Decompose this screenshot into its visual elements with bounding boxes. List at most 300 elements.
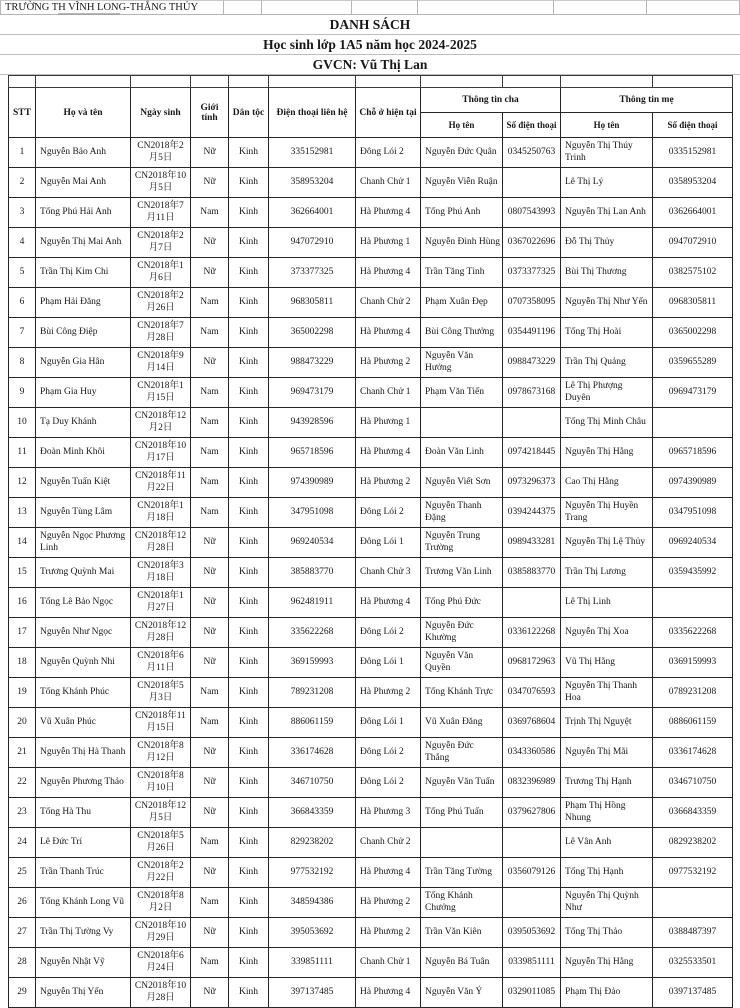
mother-phone-cell: 0968305811	[653, 288, 733, 318]
mother-phone-cell: 0397137485	[653, 978, 733, 1008]
table-row	[9, 948, 733, 978]
column-header-ethnicity: Dân tộc	[229, 88, 269, 138]
address-cell: Hà Phương 3	[356, 798, 421, 828]
father-phone-cell	[503, 828, 561, 858]
stt-cell: 19	[9, 678, 36, 708]
father-name-cell: Nguyễn Văn Ý	[421, 978, 503, 1008]
father-phone-cell: 0973296373	[503, 468, 561, 498]
mother-phone-cell: 0388487397	[653, 918, 733, 948]
ethnicity-cell: Kinh	[229, 678, 269, 708]
address-cell: Chanh Chử 2	[356, 828, 421, 858]
gender-cell: Nam	[191, 498, 229, 528]
table-row	[9, 798, 733, 828]
mother-phone-cell: 0969473179	[653, 378, 733, 408]
empty-cell	[503, 76, 561, 88]
contact-phone-cell: 358953204	[269, 168, 356, 198]
stt-cell: 7	[9, 318, 36, 348]
student-name-cell: Lê Đức Trí	[36, 828, 131, 858]
ethnicity-cell: Kinh	[229, 738, 269, 768]
student-name-cell: Phạm Gia Huy	[36, 378, 131, 408]
dob-cell: CN2018年6月24日	[131, 948, 191, 978]
ethnicity-cell: Kinh	[229, 948, 269, 978]
empty-cell	[131, 76, 191, 88]
stt-cell: 4	[9, 228, 36, 258]
address-cell: Chanh Chử 1	[356, 378, 421, 408]
column-header-father-phone: Số điện thoại	[503, 113, 561, 138]
mother-phone-cell: 0965718596	[653, 438, 733, 468]
stt-cell: 24	[9, 828, 36, 858]
mother-phone-cell: 0335152981	[653, 138, 733, 168]
empty-cell	[36, 76, 131, 88]
contact-phone-cell: 886061159	[269, 708, 356, 738]
stt-cell: 17	[9, 618, 36, 648]
dob-cell: CN2018年6月11日	[131, 648, 191, 678]
contact-phone-cell: 965718596	[269, 438, 356, 468]
contact-phone-cell: 336174628	[269, 738, 356, 768]
contact-phone-cell: 988473229	[269, 348, 356, 378]
mother-name-cell: Lê Thị Lý	[561, 168, 653, 198]
table-header	[9, 76, 733, 138]
empty-cell	[356, 76, 421, 88]
address-cell: Chanh Chử 1	[356, 168, 421, 198]
student-name-cell: Tống Khánh Phúc	[36, 678, 131, 708]
dob-cell: CN2018年2月22日	[131, 858, 191, 888]
dob-cell: CN2018年8月2日	[131, 888, 191, 918]
contact-phone-cell: 373377325	[269, 258, 356, 288]
contact-phone-cell: 347951098	[269, 498, 356, 528]
father-name-cell: Tống Phú Tuấn	[421, 798, 503, 828]
father-phone-cell: 0336122268	[503, 618, 561, 648]
mother-name-cell: Nguyễn Thị Như Yến	[561, 288, 653, 318]
contact-phone-cell: 369159993	[269, 648, 356, 678]
stt-cell: 16	[9, 588, 36, 618]
table-row	[9, 408, 733, 438]
father-phone-cell: 0373377325	[503, 258, 561, 288]
ethnicity-cell: Kinh	[229, 198, 269, 228]
gender-cell: Nữ	[191, 228, 229, 258]
mother-name-cell: Nguyễn Thị Hằng	[561, 438, 653, 468]
stt-cell: 26	[9, 888, 36, 918]
father-phone-cell: 0354491196	[503, 318, 561, 348]
empty-cell	[561, 76, 653, 88]
dob-cell: CN2018年8月10日	[131, 768, 191, 798]
gender-cell: Nữ	[191, 348, 229, 378]
stt-cell: 12	[9, 468, 36, 498]
gender-cell: Nam	[191, 378, 229, 408]
mother-name-cell: Nguyễn Thị Quỳnh Như	[561, 888, 653, 918]
column-header-stt: STT	[9, 88, 36, 138]
student-name-cell: Nguyễn Nhật Vỹ	[36, 948, 131, 978]
mother-name-cell: Lê Thị Linh	[561, 588, 653, 618]
father-phone-cell	[503, 888, 561, 918]
mother-phone-cell: 0369159993	[653, 648, 733, 678]
ethnicity-cell: Kinh	[229, 468, 269, 498]
column-group-mother: Thông tin mẹ	[561, 88, 733, 113]
address-cell: Đông Lói 1	[356, 708, 421, 738]
column-header-address: Chỗ ở hiện tại	[356, 88, 421, 138]
stt-cell: 18	[9, 648, 36, 678]
table-row	[9, 858, 733, 888]
student-name-cell: Nguyễn Bảo Anh	[36, 138, 131, 168]
father-name-cell: Nguyễn Đình Hùng	[421, 228, 503, 258]
mother-phone-cell: 0366843359	[653, 798, 733, 828]
ethnicity-cell: Kinh	[229, 228, 269, 258]
column-header-dob: Ngày sinh	[131, 88, 191, 138]
contact-phone-cell: 968305811	[269, 288, 356, 318]
dob-cell: CN2018年8月12日	[131, 738, 191, 768]
dob-cell: CN2018年3月18日	[131, 558, 191, 588]
table-row	[9, 738, 733, 768]
contact-phone-cell: 365002298	[269, 318, 356, 348]
contact-phone-cell: 362664001	[269, 198, 356, 228]
student-name-cell: Tạ Duy Khánh	[36, 408, 131, 438]
underline-mark	[58, 13, 120, 15]
contact-phone-cell: 366843359	[269, 798, 356, 828]
mother-phone-cell: 0789231208	[653, 678, 733, 708]
father-phone-cell: 0385883770	[503, 558, 561, 588]
mother-name-cell: Phạm Thị Đảo	[561, 978, 653, 1008]
father-name-cell: Nguyễn Bá Tuân	[421, 948, 503, 978]
ethnicity-cell: Kinh	[229, 168, 269, 198]
dob-cell: CN2018年10月5日	[131, 168, 191, 198]
table-row	[9, 648, 733, 678]
empty-cell	[229, 76, 269, 88]
column-header-phone: Điện thoại liên hệ	[269, 88, 356, 138]
mother-name-cell: Nguyễn Thị Lệ Thủy	[561, 528, 653, 558]
student-name-cell: Vũ Xuân Phúc	[36, 708, 131, 738]
ethnicity-cell: Kinh	[229, 708, 269, 738]
address-cell: Hà Phương 1	[356, 228, 421, 258]
dob-cell: CN2018年2月26日	[131, 288, 191, 318]
contact-phone-cell: 977532192	[269, 858, 356, 888]
father-phone-cell: 0968172963	[503, 648, 561, 678]
father-phone-cell: 0367022696	[503, 228, 561, 258]
mother-name-cell: Lê Vân Anh	[561, 828, 653, 858]
table-row	[9, 258, 733, 288]
father-name-cell: Nguyễn Đức Khường	[421, 618, 503, 648]
mother-phone-cell: 0977532192	[653, 858, 733, 888]
contact-phone-cell: 969240534	[269, 528, 356, 558]
address-cell: Chanh Chử 2	[356, 288, 421, 318]
address-cell: Đông Lói 1	[356, 648, 421, 678]
mother-name-cell: Trương Thị Hạnh	[561, 768, 653, 798]
gender-cell: Nữ	[191, 858, 229, 888]
father-phone-cell: 0356079126	[503, 858, 561, 888]
student-name-cell: Trần Thanh Trúc	[36, 858, 131, 888]
student-table-body	[9, 138, 733, 1008]
student-name-cell: Nguyễn Thị Hà Thanh	[36, 738, 131, 768]
table-row	[9, 288, 733, 318]
empty-cell	[352, 0, 418, 14]
dob-cell: CN2018年12月5日	[131, 798, 191, 828]
address-cell: Đông Lói 2	[356, 768, 421, 798]
stt-cell: 2	[9, 168, 36, 198]
stt-cell: 8	[9, 348, 36, 378]
ethnicity-cell: Kinh	[229, 558, 269, 588]
address-cell: Hà Phương 4	[356, 588, 421, 618]
mother-name-cell: Trần Thị Quảng	[561, 348, 653, 378]
column-header-gender: Giới tính	[191, 88, 229, 138]
mother-name-cell: Đỗ Thị Thủy	[561, 228, 653, 258]
father-name-cell: Phạm Xuân Đẹp	[421, 288, 503, 318]
mother-name-cell: Nguyễn Thị Lan Anh	[561, 198, 653, 228]
table-row	[9, 918, 733, 948]
mother-phone-cell: 0829238202	[653, 828, 733, 858]
mother-name-cell: Nguyễn Thị Thúy Trinh	[561, 138, 653, 168]
stt-cell: 20	[9, 708, 36, 738]
father-phone-cell: 0832396989	[503, 768, 561, 798]
gender-cell: Nam	[191, 408, 229, 438]
dob-cell: CN2018年7月11日	[131, 198, 191, 228]
father-phone-cell	[503, 168, 561, 198]
stt-cell: 10	[9, 408, 36, 438]
father-name-cell: Trương Văn Linh	[421, 558, 503, 588]
student-name-cell: Bùi Công Điệp	[36, 318, 131, 348]
address-cell: Hà Phương 4	[356, 858, 421, 888]
address-cell: Hà Phương 4	[356, 318, 421, 348]
father-name-cell: Nguyễn Viễn Ruận	[421, 168, 503, 198]
gender-cell: Nam	[191, 828, 229, 858]
student-table	[8, 75, 733, 1008]
mother-name-cell: Cao Thị Hằng	[561, 468, 653, 498]
student-name-cell: Nguyễn Ngọc Phương Linh	[36, 528, 131, 558]
student-name-cell: Nguyễn Như Ngọc	[36, 618, 131, 648]
mother-name-cell: Nguyễn Thị Hằng	[561, 948, 653, 978]
address-cell: Đông Lói 2	[356, 498, 421, 528]
ethnicity-cell: Kinh	[229, 498, 269, 528]
student-name-cell: Nguyễn Quỳnh Nhi	[36, 648, 131, 678]
stt-cell: 27	[9, 918, 36, 948]
table-row	[9, 468, 733, 498]
mother-phone-cell: 0347951098	[653, 498, 733, 528]
mother-name-cell: Trần Thị Lương	[561, 558, 653, 588]
dob-cell: CN2018年5月26日	[131, 828, 191, 858]
mother-name-cell: Tống Thị Minh Châu	[561, 408, 653, 438]
ethnicity-cell: Kinh	[229, 138, 269, 168]
spacer-row	[9, 76, 733, 88]
father-phone-cell	[503, 588, 561, 618]
father-phone-cell: 0974218445	[503, 438, 561, 468]
table-row	[9, 318, 733, 348]
mother-name-cell: Nguyễn Thị Huyền Trang	[561, 498, 653, 528]
table-row	[9, 558, 733, 588]
table-row	[9, 348, 733, 378]
ethnicity-cell: Kinh	[229, 618, 269, 648]
gender-cell: Nữ	[191, 168, 229, 198]
table-row	[9, 168, 733, 198]
address-cell: Hà Phương 2	[356, 888, 421, 918]
dob-cell: CN2018年1月6日	[131, 258, 191, 288]
stt-cell: 28	[9, 948, 36, 978]
stt-cell: 21	[9, 738, 36, 768]
ethnicity-cell: Kinh	[229, 828, 269, 858]
contact-phone-cell: 974390989	[269, 468, 356, 498]
gender-cell: Nam	[191, 198, 229, 228]
stt-cell: 14	[9, 528, 36, 558]
table-row	[9, 528, 733, 558]
mother-name-cell: Nguyễn Thị Thanh Hoa	[561, 678, 653, 708]
column-header-name: Họ và tên	[36, 88, 131, 138]
student-name-cell: Nguyễn Phương Thảo	[36, 768, 131, 798]
dob-cell: CN2018年11月22日	[131, 468, 191, 498]
address-cell: Đông Lói 2	[356, 738, 421, 768]
table-row	[9, 708, 733, 738]
dob-cell: CN2018年12月28日	[131, 618, 191, 648]
student-name-cell: Tống Lê Bảo Ngọc	[36, 588, 131, 618]
father-name-cell: Tống Khánh Chưởng	[421, 888, 503, 918]
mother-phone-cell	[653, 588, 733, 618]
father-name-cell: Nguyễn Đức Quân	[421, 138, 503, 168]
table-row	[9, 618, 733, 648]
student-name-cell: Tống Phú Hải Anh	[36, 198, 131, 228]
gender-cell: Nam	[191, 318, 229, 348]
contact-phone-cell: 335622268	[269, 618, 356, 648]
father-name-cell: Phạm Văn Tiến	[421, 378, 503, 408]
father-name-cell	[421, 408, 503, 438]
dob-cell: CN2018年2月7日	[131, 228, 191, 258]
mother-name-cell: Trịnh Thị Nguyệt	[561, 708, 653, 738]
empty-cell	[418, 0, 554, 14]
table-row	[9, 768, 733, 798]
mother-name-cell: Phạm Thị Hồng Nhung	[561, 798, 653, 828]
gender-cell: Nữ	[191, 258, 229, 288]
dob-cell: CN2018年7月28日	[131, 318, 191, 348]
ethnicity-cell: Kinh	[229, 378, 269, 408]
father-phone-cell: 0369768604	[503, 708, 561, 738]
stt-cell: 25	[9, 858, 36, 888]
mother-phone-cell: 0358953204	[653, 168, 733, 198]
father-name-cell: Nguyễn Văn Tuấn	[421, 768, 503, 798]
contact-phone-cell: 346710750	[269, 768, 356, 798]
father-name-cell: Trần Tăng Tình	[421, 258, 503, 288]
student-name-cell: Trần Thị Kim Chi	[36, 258, 131, 288]
father-phone-cell: 0395053692	[503, 918, 561, 948]
address-cell: Hà Phương 4	[356, 978, 421, 1008]
table-row	[9, 228, 733, 258]
address-cell: Chanh Chử 1	[356, 948, 421, 978]
gender-cell: Nam	[191, 678, 229, 708]
dob-cell: CN2018年5月3日	[131, 678, 191, 708]
ethnicity-cell: Kinh	[229, 438, 269, 468]
father-name-cell: Nguyễn Thanh Đặng	[421, 498, 503, 528]
contact-phone-cell: 789231208	[269, 678, 356, 708]
student-name-cell: Tống Khánh Long Vũ	[36, 888, 131, 918]
gender-cell: Nữ	[191, 798, 229, 828]
father-phone-cell: 0988473229	[503, 348, 561, 378]
mother-phone-cell: 0359655289	[653, 348, 733, 378]
contact-phone-cell: 395053692	[269, 918, 356, 948]
dob-cell: CN2018年11月15日	[131, 708, 191, 738]
father-phone-cell	[503, 408, 561, 438]
mother-phone-cell: 0359435992	[653, 558, 733, 588]
mother-name-cell: Nguyễn Thị Xoa	[561, 618, 653, 648]
father-name-cell: Nguyễn Đức Thắng	[421, 738, 503, 768]
mother-name-cell: Tống Thị Thảo	[561, 918, 653, 948]
mother-phone-cell: 0365002298	[653, 318, 733, 348]
ethnicity-cell: Kinh	[229, 408, 269, 438]
student-name-cell: Phạm Hải Đăng	[36, 288, 131, 318]
stt-cell: 1	[9, 138, 36, 168]
ethnicity-cell: Kinh	[229, 528, 269, 558]
ethnicity-cell: Kinh	[229, 798, 269, 828]
dob-cell: CN2018年1月15日	[131, 378, 191, 408]
mother-phone-cell	[653, 888, 733, 918]
ethnicity-cell: Kinh	[229, 288, 269, 318]
gender-cell: Nữ	[191, 768, 229, 798]
ethnicity-cell: Kinh	[229, 348, 269, 378]
contact-phone-cell: 397137485	[269, 978, 356, 1008]
gender-cell: Nam	[191, 468, 229, 498]
dob-cell: CN2018年9月14日	[131, 348, 191, 378]
empty-cell	[262, 0, 352, 14]
mother-phone-cell	[653, 408, 733, 438]
stt-cell: 22	[9, 768, 36, 798]
student-name-cell: Nguyễn Gia Hân	[36, 348, 131, 378]
contact-phone-cell: 962481911	[269, 588, 356, 618]
student-name-cell: Nguyễn Tuấn Kiệt	[36, 468, 131, 498]
empty-cell	[653, 76, 733, 88]
gender-cell: Nam	[191, 948, 229, 978]
mother-phone-cell: 0947072910	[653, 228, 733, 258]
table-row	[9, 498, 733, 528]
father-name-cell: Nguyễn Văn Hưởng	[421, 348, 503, 378]
gender-cell: Nữ	[191, 618, 229, 648]
ethnicity-cell: Kinh	[229, 768, 269, 798]
father-name-cell: Nguyễn Văn Quyền	[421, 648, 503, 678]
father-name-cell: Đoàn Văn Linh	[421, 438, 503, 468]
dob-cell: CN2018年10月17日	[131, 438, 191, 468]
father-phone-cell: 0989433281	[503, 528, 561, 558]
dob-cell: CN2018年12月28日	[131, 528, 191, 558]
contact-phone-cell: 829238202	[269, 828, 356, 858]
address-cell: Đông Lói 1	[356, 528, 421, 558]
dob-cell: CN2018年1月27日	[131, 588, 191, 618]
document-subtitle: Học sinh lớp 1A5 năm học 2024-2025	[0, 35, 740, 55]
column-header-father-name: Họ tên	[421, 113, 503, 138]
address-cell: Hà Phương 2	[356, 678, 421, 708]
father-name-cell: Vũ Xuân Đăng	[421, 708, 503, 738]
document-title: DANH SÁCH	[0, 15, 740, 35]
father-name-cell: Tống Phú Anh	[421, 198, 503, 228]
table-row	[9, 888, 733, 918]
gender-cell: Nữ	[191, 528, 229, 558]
mother-name-cell: Nguyễn Thị Mãi	[561, 738, 653, 768]
stt-cell: 3	[9, 198, 36, 228]
father-phone-cell: 0807543993	[503, 198, 561, 228]
address-cell: Hà Phương 4	[356, 438, 421, 468]
gender-cell: Nữ	[191, 978, 229, 1008]
father-phone-cell: 0394244375	[503, 498, 561, 528]
father-phone-cell: 0707358095	[503, 288, 561, 318]
ethnicity-cell: Kinh	[229, 258, 269, 288]
stt-cell: 11	[9, 438, 36, 468]
mother-name-cell: Lê Thị Phượng Duyên	[561, 378, 653, 408]
father-name-cell	[421, 828, 503, 858]
mother-name-cell: Tống Thị Hoài	[561, 318, 653, 348]
student-name-cell: Nguyễn Mai Anh	[36, 168, 131, 198]
ethnicity-cell: Kinh	[229, 588, 269, 618]
ethnicity-cell: Kinh	[229, 918, 269, 948]
table-row	[9, 438, 733, 468]
mother-phone-cell: 0969240534	[653, 528, 733, 558]
contact-phone-cell: 339851111	[269, 948, 356, 978]
mother-phone-cell: 0346710750	[653, 768, 733, 798]
table-row	[9, 828, 733, 858]
table-row	[9, 138, 733, 168]
contact-phone-cell: 385883770	[269, 558, 356, 588]
address-cell: Hà Phương 2	[356, 348, 421, 378]
father-name-cell: Nguyễn Viết Sơn	[421, 468, 503, 498]
